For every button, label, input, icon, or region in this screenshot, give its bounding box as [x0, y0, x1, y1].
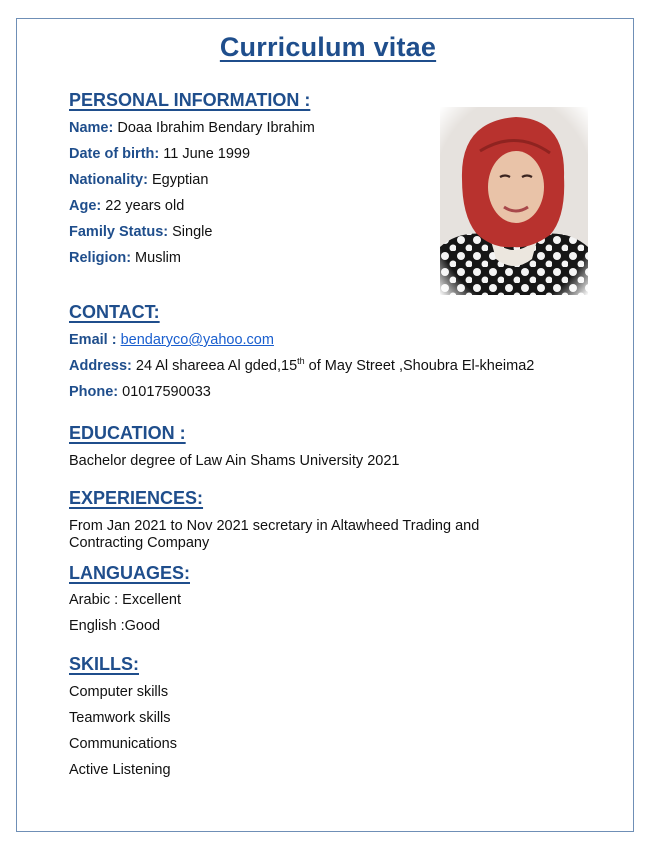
language-item-arabic: Arabic : Excellent [69, 592, 182, 608]
age-value: 22 years old [101, 198, 185, 214]
nationality-line [69, 172, 208, 188]
skill-item: Teamwork skills [69, 710, 171, 726]
email-line [69, 332, 274, 348]
address-line [69, 358, 534, 374]
address-superscript: th [297, 356, 305, 367]
name-line [69, 120, 315, 136]
nationality-value: Egyptian [147, 172, 209, 188]
skills-heading: SKILLS: [69, 654, 139, 674]
experience-item: From Jan 2021 to Nov 2021 secretary in Altawheed Trading and Contracting Company [69, 518, 480, 551]
name-value: Doaa Ibrahim Bendary Ibrahim [113, 120, 315, 136]
dob-label: Date of birth: [69, 146, 160, 162]
religion-line [69, 250, 181, 266]
nationality-label: Nationality: [69, 172, 148, 188]
family-status-label: Family Status: [69, 224, 169, 240]
religion-value: Muslim [131, 250, 181, 266]
address-label: Address: [69, 358, 132, 374]
profile-photo [440, 107, 588, 295]
experiences-heading: EXPERIENCES: [69, 488, 204, 508]
dob-value: 11 June 1999 [159, 146, 251, 162]
education-item: Bachelor degree of Law Ain Shams University 2021 [69, 453, 400, 469]
address-value-end: of May Street ,Shoubra El-kheima2 [304, 358, 535, 374]
languages-heading: LANGUAGES: [69, 563, 190, 583]
dob-line [69, 146, 250, 162]
religion-label: Religion: [69, 250, 132, 266]
age-label: Age: [69, 198, 102, 214]
email-label: Email : [69, 332, 117, 348]
skill-item: Communications [69, 736, 177, 752]
personal-info-heading: PERSONAL INFORMATION : [69, 90, 311, 110]
family-status-value: Single [168, 224, 213, 240]
email-link[interactable]: bendaryco@yahoo.com [120, 332, 274, 348]
education-heading: EDUCATION : [69, 423, 186, 443]
skill-item: Computer skills [69, 684, 169, 700]
age-line [69, 198, 184, 214]
skill-item: Active Listening [69, 762, 171, 778]
language-item-english: English :Good [69, 618, 161, 634]
phone-value: 01017590033 [118, 384, 211, 400]
name-label: Name: [69, 120, 114, 136]
family-status-line [69, 224, 212, 240]
phone-line [69, 384, 211, 400]
profile-photo-icon [440, 107, 588, 295]
contact-heading: CONTACT: [69, 302, 160, 322]
page-title: Curriculum vitae [219, 32, 437, 62]
address-value-start: 24 Al shareea Al gded,15 [131, 358, 298, 374]
phone-label: Phone: [69, 384, 119, 400]
